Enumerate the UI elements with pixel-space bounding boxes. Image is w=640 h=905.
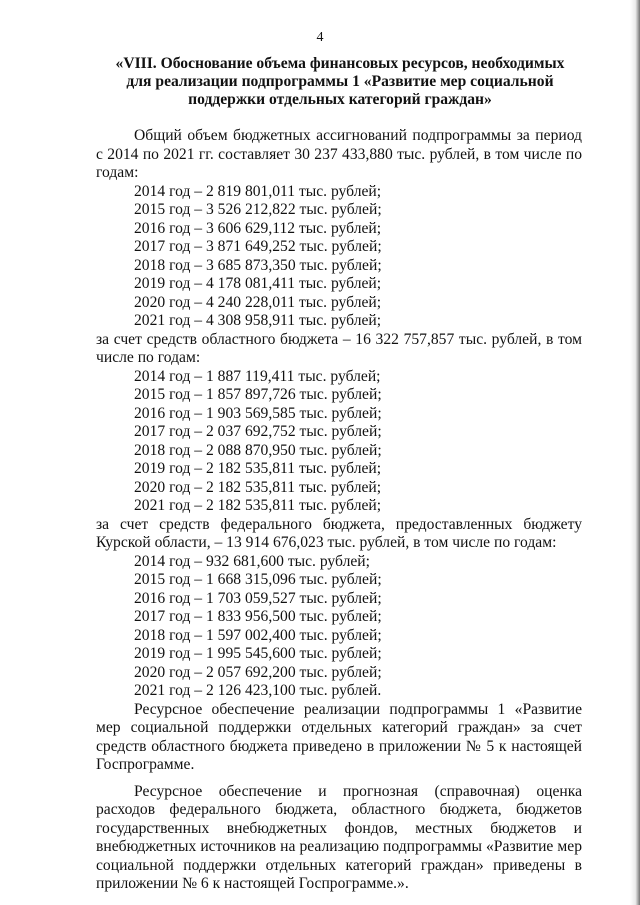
page-number: 4: [316, 30, 324, 45]
forecast-estimate-paragraph: Ресурсное обеспечение и прогнозная (справочная) оценка расходов федерального бюджета, областного бюджета, бюджетов государственных внебюджетных фондов, местных бюджетов и внебюджетных источников на реализацию подпрограммы «Развитие мер социальной поддержки отдельных категорий граждан» приведены в приложении № 6 к настоящей Госпрограмме.».: [96, 782, 582, 892]
federal-year-item: 2019 год – 1 995 545,600 тыс. рублей;: [134, 645, 382, 662]
total-year-item: 2018 год – 3 685 873,350 тыс. рублей;: [134, 256, 382, 274]
document-body: [96, 127, 582, 894]
resource-provision-paragraph: Ресурсное обеспечение реализации подпрограммы 1 «Развитие мер социальной поддержки отдельных категорий граждан» за счет средств областного бюджета приведено в приложении № 5 к настоящей Госпрограмме.: [96, 700, 582, 773]
total-year-item: 2019 год – 4 178 081,411 тыс. рублей;: [134, 275, 382, 292]
regional-year-item: 2020 год – 2 182 535,811 тыс. рублей;: [134, 478, 382, 496]
total-year-item: 2020 год – 4 240 228,011 тыс. рублей;: [134, 293, 382, 311]
scan-edge-shadow: [630, 0, 640, 905]
heading-line-1: «VIII. Обоснование объема финансовых ресурсов, необходимых: [115, 55, 565, 72]
total-by-year-list: [96, 183, 582, 331]
total-year-item: 2016 год – 3 606 629,112 тыс. рублей;: [134, 219, 382, 237]
paragraph-spacer: [96, 775, 582, 783]
federal-year-item: 2016 год – 1 703 059,527 тыс. рублей;: [134, 589, 382, 607]
federal-year-item: 2015 год – 1 668 315,096 тыс. рублей;: [134, 571, 382, 588]
federal-year-item: 2020 год – 2 057 692,200 тыс. рублей;: [134, 663, 382, 681]
federal-year-item: 2014 год – 932 681,600 тыс. рублей;: [134, 552, 370, 570]
federal-year-item: 2021 год – 2 126 423,100 тыс. рублей.: [134, 682, 382, 699]
regional-year-item: 2019 год – 2 182 535,811 тыс. рублей;: [134, 460, 382, 477]
federal-year-item: 2018 год – 1 597 002,400 тыс. рублей;: [134, 626, 382, 644]
section-heading: [96, 55, 584, 109]
federal-year-item: 2017 год – 1 833 956,500 тыс. рублей;: [134, 608, 382, 625]
total-year-item: 2017 год – 3 871 649,252 тыс. рублей;: [134, 238, 382, 255]
total-year-item: 2014 год – 2 819 801,011 тыс. рублей;: [134, 182, 382, 200]
federal-budget-paragraph: за счет средств федерального бюджета, предоставленных бюджету Курской области, – 13 914 676,023 тыс. рублей, в том числе по годам:: [96, 515, 582, 551]
federal-by-year-list: [96, 553, 582, 701]
regional-by-year-list: [96, 368, 582, 516]
regional-year-item: 2016 год – 1 903 569,585 тыс. рублей;: [134, 404, 382, 422]
total-year-item: 2015 год – 3 526 212,822 тыс. рублей;: [134, 201, 382, 218]
regional-year-item: 2015 год – 1 857 897,726 тыс. рублей;: [134, 386, 382, 403]
heading-line-3: поддержки отдельных категорий граждан»: [188, 91, 492, 108]
regional-year-item: 2014 год – 1 887 119,411 тыс. рублей;: [134, 367, 381, 385]
total-year-item: 2021 год – 4 308 958,911 тыс. рублей;: [134, 312, 382, 329]
heading-line-2: для реализации подпрограммы 1 «Развитие мер социальной: [126, 73, 554, 90]
regional-year-item: 2017 год – 2 037 692,752 тыс. рублей;: [134, 423, 382, 440]
regional-budget-paragraph: за счет средств областного бюджета – 16 322 757,857 тыс. рублей, в том числе по годам:: [96, 330, 582, 366]
regional-year-item: 2018 год – 2 088 870,950 тыс. рублей;: [134, 441, 382, 459]
regional-year-item: 2021 год – 2 182 535,811 тыс. рублей;: [134, 497, 382, 514]
intro-paragraph: Общий объем бюджетных ассигнований подпрограммы за период с 2014 по 2021 гг. составляет 30 237 433,880 тыс. рублей, в том числе по годам:: [96, 127, 582, 181]
